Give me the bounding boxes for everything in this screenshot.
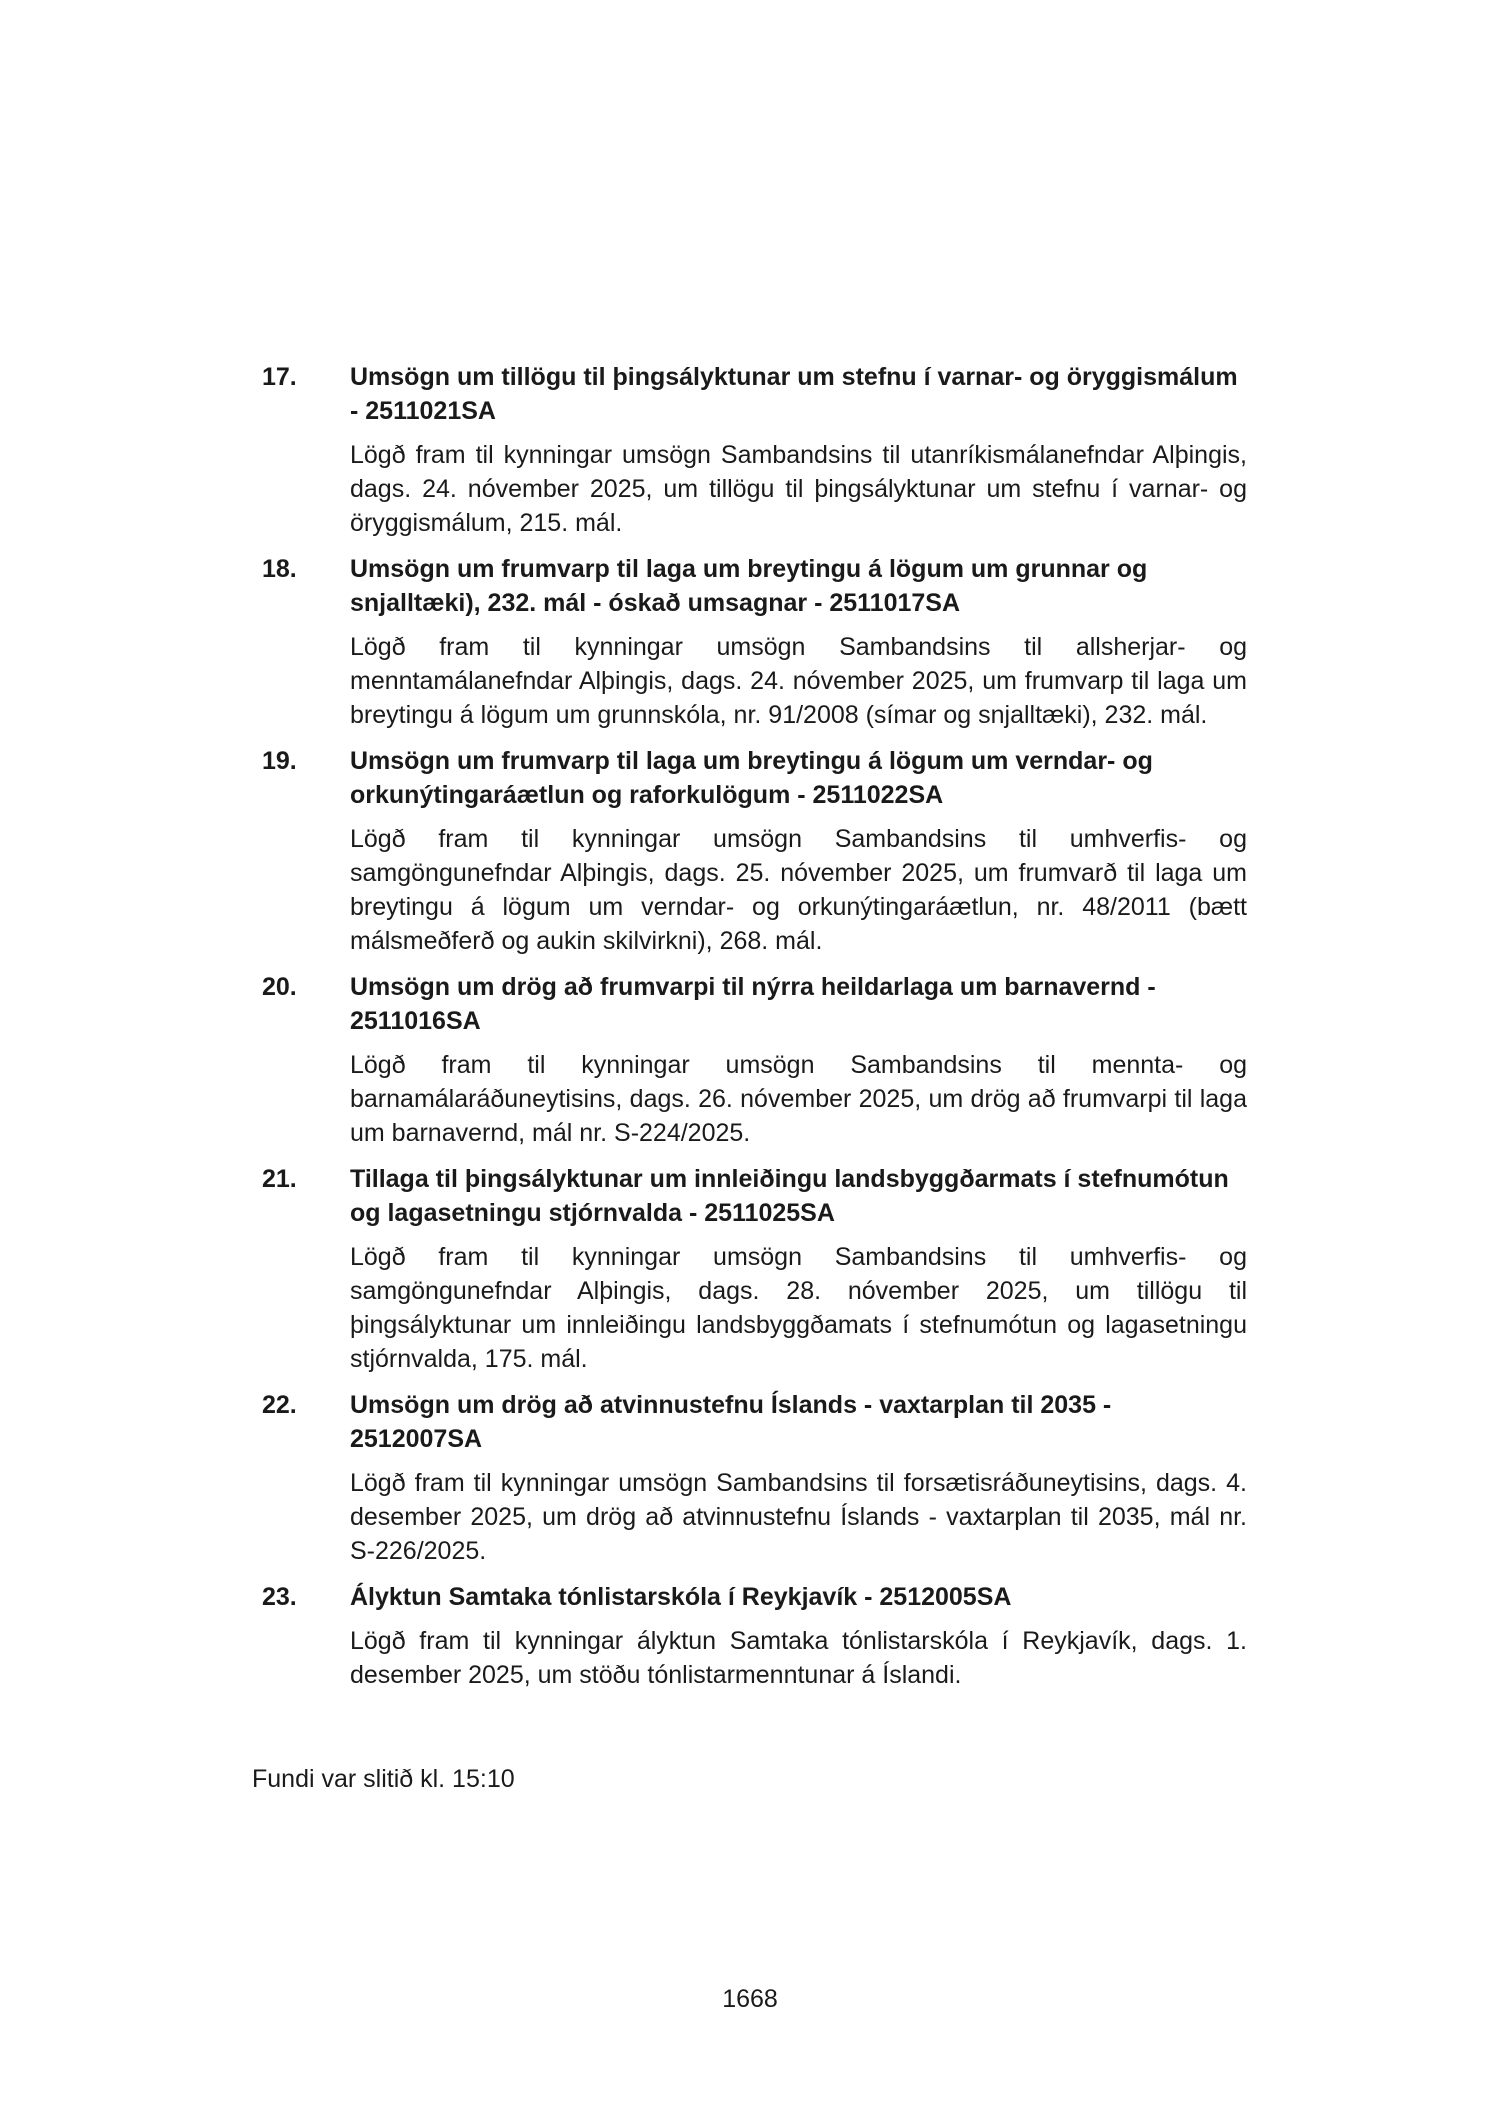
agenda-item <box>262 1580 1247 1692</box>
item-number: 20. <box>262 973 297 1001</box>
agenda-item <box>262 1162 1247 1376</box>
item-text: Lögð fram til kynningar ályktun Samtaka tónlistarskóla í Reykjavík, dags. 1. desember 2025, um stöðu tónlistarmenntunar á Íslandi. <box>350 1627 1247 1689</box>
item-body <box>350 1580 1247 1692</box>
item-number: 22. <box>262 1391 297 1419</box>
item-body <box>350 360 1247 540</box>
item-number: 21. <box>262 1165 297 1193</box>
agenda-item <box>262 360 1247 540</box>
agenda-item <box>262 744 1247 958</box>
item-number: 18. <box>262 555 297 583</box>
agenda-item <box>262 1388 1247 1568</box>
item-text: Lögð fram til kynningar umsögn Sambandsins til utanríkismálanefndar Alþingis, dags. 24. nóvember 2025, um tillögu til þingsályktunar um stefnu í varnar- og öryggismálum, 215. mál. <box>350 441 1247 537</box>
item-text: Lögð fram til kynningar umsögn Sambandsins til allsherjar- og menntamálanefndar Alþingis, dags. 24. nóvember 2025, um frumvarp til laga um breytingu á lögum um grunnskóla, nr. 91/2008 (símar og snjalltæki), 232. mál. <box>350 633 1247 729</box>
item-title: Umsögn um tillögu til þingsályktunar um stefnu í varnar- og öryggismálum - 2511021SA <box>350 363 1238 425</box>
item-text: Lögð fram til kynningar umsögn Sambandsins til umhverfis- og samgöngunefndar Alþingis, dags. 28. nóvember 2025, um tillögu til þingsályktunar um innleiðingu landsbyggðamats í stefnumótun og lagasetningu stjórnvalda, 175. mál. <box>350 1243 1247 1373</box>
item-body <box>350 1388 1247 1568</box>
page-number: 1668 <box>722 1985 778 2013</box>
item-number: 19. <box>262 747 297 775</box>
agenda-items <box>262 360 1247 1692</box>
item-title: Umsögn um frumvarp til laga um breytingu á lögum um grunnar og snjalltæki), 232. mál - óskað umsagnar - 2511017SA <box>350 555 1148 617</box>
item-body <box>350 1162 1247 1376</box>
agenda-item <box>262 552 1247 732</box>
agenda-item <box>262 970 1247 1150</box>
item-text: Lögð fram til kynningar umsögn Sambandsins til umhverfis- og samgöngunefndar Alþingis, dags. 25. nóvember 2025, um frumvarð til laga um breytingu á lögum um verndar- og orkunýtingaráætlun, nr. 48/2011 (bætt málsmeðferð og aukin skilvirkni), 268. mál. <box>350 825 1247 955</box>
item-title: Umsögn um drög að atvinnustefnu Íslands - vaxtarplan til 2035 - 2512007SA <box>350 1391 1112 1453</box>
item-body <box>350 970 1247 1150</box>
meeting-closing-line: Fundi var slitið kl. 15:10 <box>252 1765 515 1793</box>
item-title: Umsögn um drög að frumvarpi til nýrra heildarlaga um barnavernd - 2511016SA <box>350 973 1156 1035</box>
item-title: Ályktun Samtaka tónlistarskóla í Reykjavík - 2512005SA <box>350 1583 1012 1611</box>
item-number: 17. <box>262 363 297 391</box>
item-number: 23. <box>262 1583 297 1611</box>
item-title: Umsögn um frumvarp til laga um breytingu á lögum um verndar- og orkunýtingaráætlun og raforkulögum - 2511022SA <box>350 747 1153 809</box>
item-text: Lögð fram til kynningar umsögn Sambandsins til mennta- og barnamálaráðuneytisins, dags. 26. nóvember 2025, um drög að frumvarpi til laga um barnavernd, mál nr. S-224/2025. <box>350 1051 1247 1147</box>
item-title: Tillaga til þingsályktunar um innleiðingu landsbyggðarmats í stefnumótun og lagasetningu stjórnvalda - 2511025SA <box>350 1165 1229 1227</box>
item-body <box>350 744 1247 958</box>
item-body <box>350 552 1247 732</box>
item-text: Lögð fram til kynningar umsögn Sambandsins til forsætisráðuneytisins, dags. 4. desember 2025, um drög að atvinnustefnu Íslands - vaxtarplan til 2035, mál nr. S-226/2025. <box>350 1469 1247 1565</box>
